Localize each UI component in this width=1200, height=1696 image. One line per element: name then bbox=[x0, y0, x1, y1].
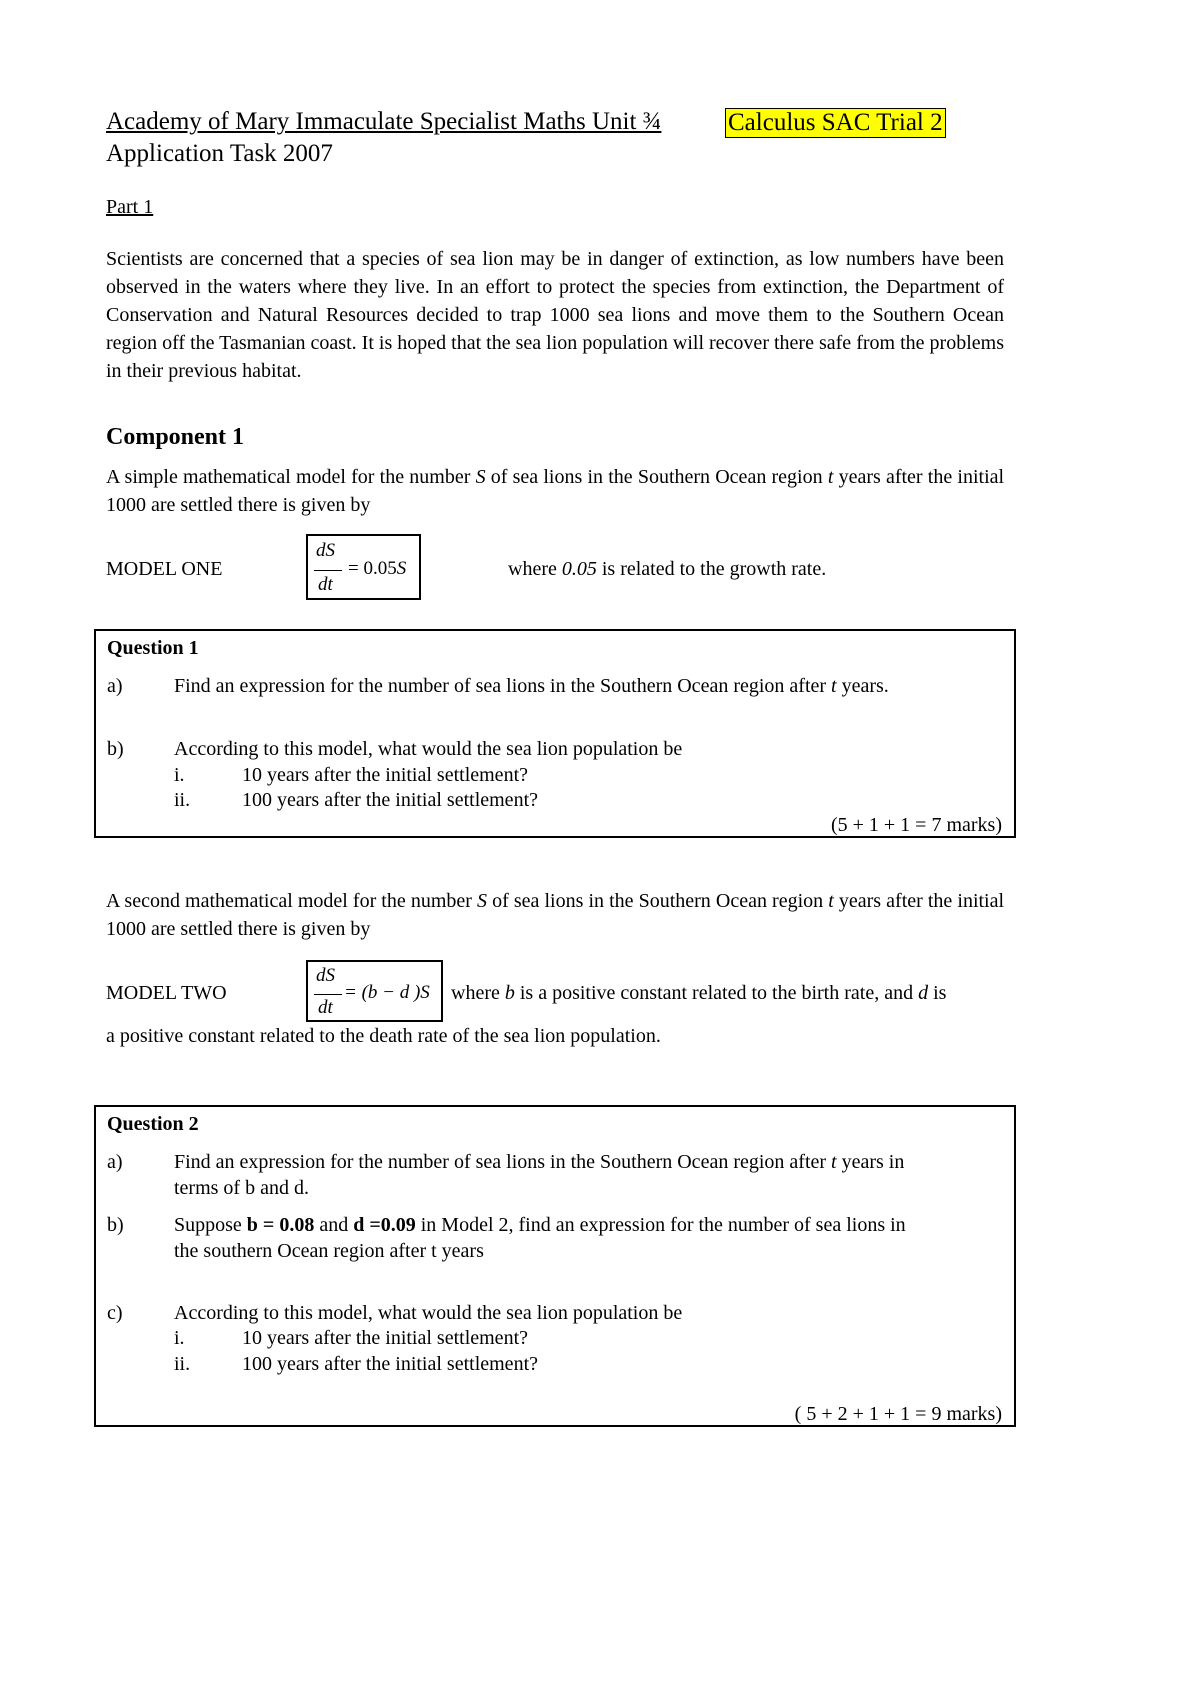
part-label: Part 1 bbox=[106, 196, 154, 218]
q2-c-text: According to this model, what would the sea lion population be bbox=[174, 1302, 683, 1324]
q1-b-text: According to this model, what would the sea lion population be bbox=[174, 738, 683, 760]
model-two-equation: dS dt = (b − d )S bbox=[306, 960, 443, 1022]
q2-b-label: b) bbox=[107, 1214, 124, 1236]
q1-b-ii-label: ii. bbox=[174, 789, 191, 811]
q1-b-i-text: 10 years after the initial settlement? bbox=[242, 764, 528, 786]
q2-marks: ( 5 + 2 + 1 + 1 = 9 marks) bbox=[794, 1403, 1002, 1425]
model-one-note: where 0.05 is related to the growth rate. bbox=[508, 558, 827, 580]
q2-c-i-text: 10 years after the initial settlement? bbox=[242, 1327, 528, 1349]
q1-marks: (5 + 1 + 1 = 7 marks) bbox=[830, 814, 1002, 836]
document-subtitle: Application Task 2007 bbox=[106, 140, 333, 167]
model-two-label: MODEL TWO bbox=[106, 982, 227, 1004]
q2-c-ii-text: 100 years after the initial settlement? bbox=[242, 1353, 538, 1375]
q2-c-label: c) bbox=[107, 1302, 123, 1324]
q2-b-text: Suppose b = 0.08 and d =0.09 in Model 2, find an expression for the number of sea lions in bbox=[174, 1214, 906, 1236]
question-2-box bbox=[94, 1105, 1016, 1427]
model-two-intro: A second mathematical model for the number S of sea lions in the Southern Ocean region t years after the initial 1000 are settled there is given by bbox=[106, 890, 1005, 940]
q2-a-text: Find an expression for the number of sea lions in the Southern Ocean region after t years in bbox=[174, 1151, 905, 1173]
document-title: Academy of Mary Immaculate Specialist Maths Unit ¾ bbox=[106, 108, 662, 135]
component-heading: Component 1 bbox=[106, 424, 245, 450]
question-2-title: Question 2 bbox=[107, 1113, 199, 1135]
q2-b-text-line2: the southern Ocean region after t years bbox=[174, 1240, 484, 1262]
q1-b-i-label: i. bbox=[174, 764, 185, 786]
model-one-equation: dS dt = 0.05S bbox=[306, 534, 421, 600]
q1-b-ii-text: 100 years after the initial settlement? bbox=[242, 789, 538, 811]
q2-a-text-line2: terms of b and d. bbox=[174, 1177, 309, 1199]
q1-a-text: Find an expression for the number of sea lions in the Southern Ocean region after t years. bbox=[174, 675, 889, 697]
q2-a-label: a) bbox=[107, 1151, 123, 1173]
title-highlight: Calculus SAC Trial 2 bbox=[725, 108, 946, 138]
q1-b-label: b) bbox=[107, 738, 124, 760]
model-two-note-line2: a positive constant related to the death rate of the sea lion population. bbox=[106, 1025, 661, 1047]
question-1-title: Question 1 bbox=[107, 637, 199, 659]
q2-c-ii-label: ii. bbox=[174, 1353, 191, 1375]
model-one-label: MODEL ONE bbox=[106, 558, 223, 580]
q1-a-label: a) bbox=[107, 675, 123, 697]
model-two-note: where b is a positive constant related to the birth rate, and d is bbox=[451, 982, 947, 1004]
q2-c-i-label: i. bbox=[174, 1327, 185, 1349]
question-1-box bbox=[94, 629, 1016, 838]
model-one-intro: A simple mathematical model for the number S of sea lions in the Southern Ocean region t years after the initial 1000 are settled there is given by bbox=[106, 466, 1005, 516]
intro-paragraph: Scientists are concerned that a species of sea lion may be in danger of extinction, as low numbers have been observed in the waters where they live. In an effort to protect the species from extinction, the Department of Conservation and Natural Resources decided to trap 1000 sea lions and move them to the Southern Ocean region off the Tasmanian coast. It is hoped that the sea lion population will recover there safe from the problems in their previous habitat. bbox=[106, 248, 1004, 382]
